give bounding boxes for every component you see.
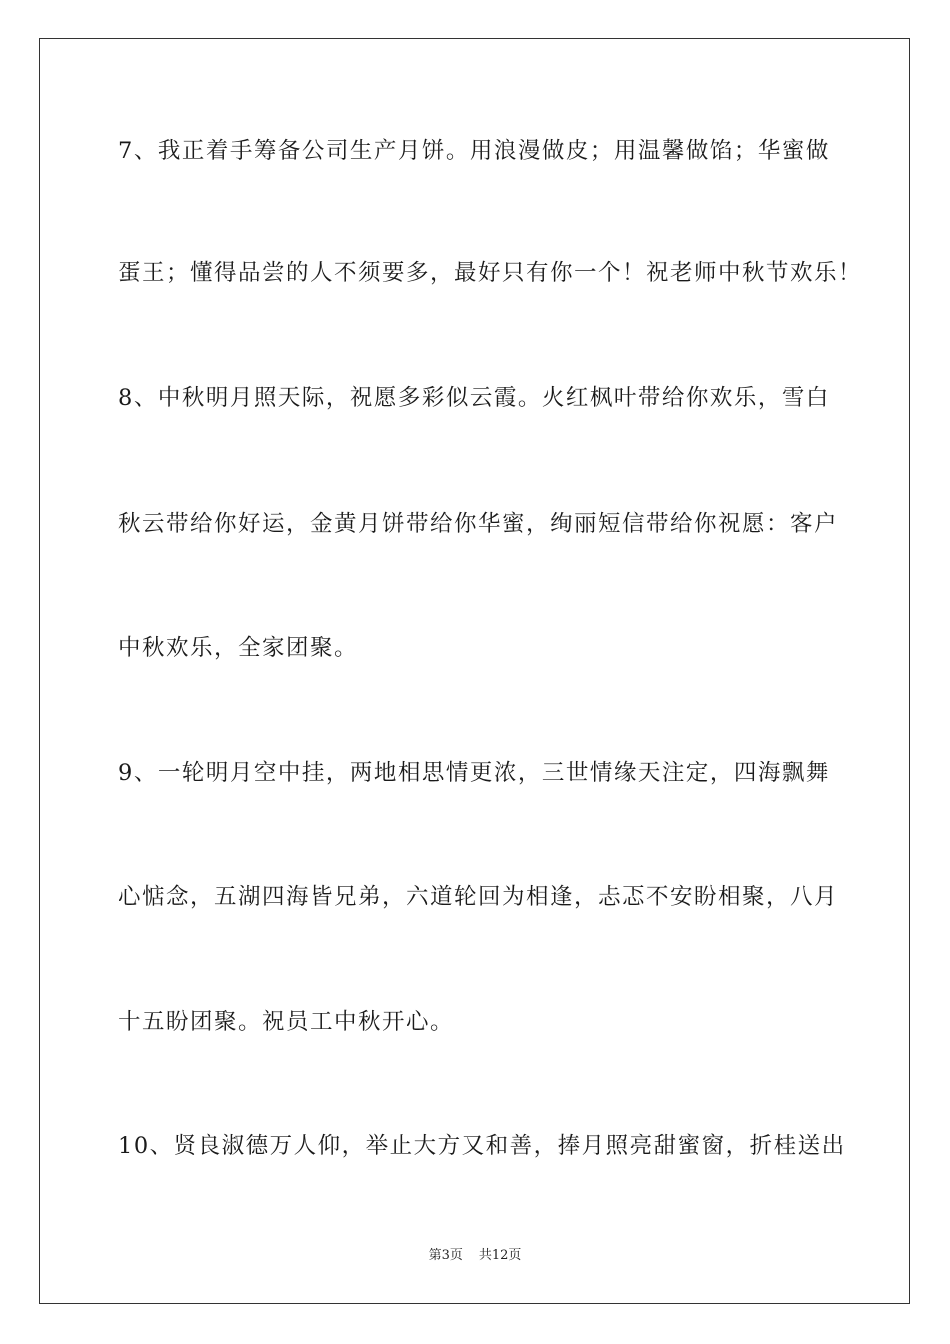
text-line-6: 9、一轮明月空中挂，两地相思情更浓，三世情缘天注定，四海飘舞 (118, 760, 830, 786)
text-line-2: 蛋王；懂得品尝的人不须要多，最好只有你一个！祝老师中秋节欢乐！ (118, 260, 863, 286)
text-line-1: 7、我正着手筹备公司生产月饼。用浪漫做皮；用温馨做馅；华蜜做 (118, 138, 830, 164)
text-line-9: 10、贤良淑德万人仰，举止大方又和善，捧月照亮甜蜜窗，折桂送出 (118, 1133, 846, 1159)
page-border (39, 38, 910, 1304)
text-line-4: 秋云带给你好运，金黄月饼带给你华蜜，绚丽短信带给你祝愿：客户 (118, 511, 839, 537)
text-line-7: 心惦念，五湖四海皆兄弟，六道轮回为相逢，忐忑不安盼相聚，八月 (118, 884, 839, 910)
page-footer (0, 1247, 950, 1265)
text-line-8: 十五盼团聚。祝员工中秋开心。 (118, 1009, 455, 1035)
page-total: 共12页 (478, 1248, 522, 1263)
page-number: 第3页 (428, 1248, 463, 1263)
text-line-5: 中秋欢乐，全家团聚。 (118, 635, 359, 661)
text-line-3: 8、中秋明月照天际，祝愿多彩似云霞。火红枫叶带给你欢乐，雪白 (118, 385, 830, 411)
